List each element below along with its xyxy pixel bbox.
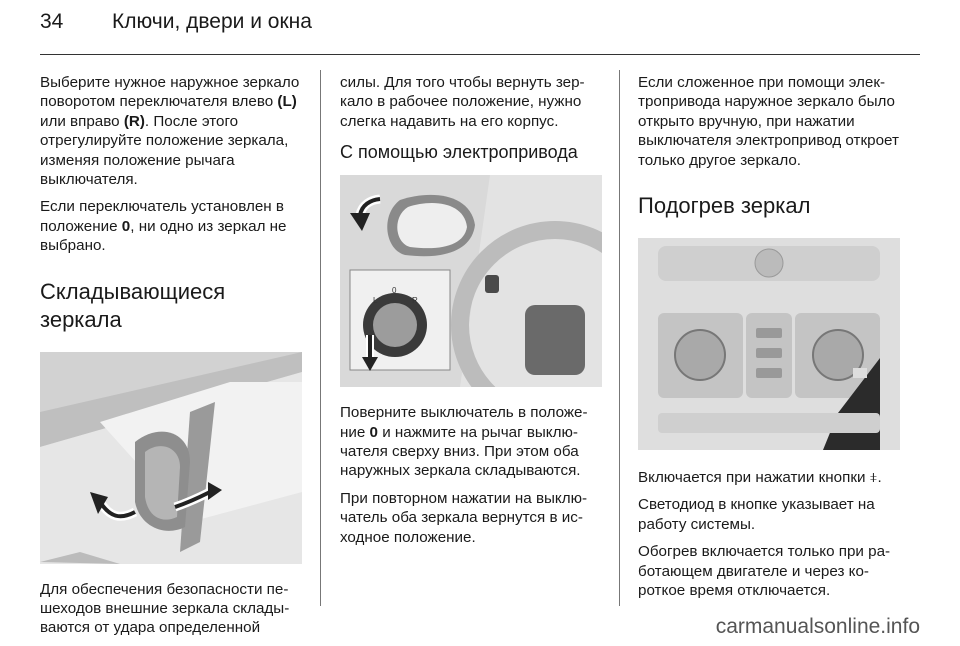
- paragraph: Включается при нажатии кнопки ⧧.: [638, 469, 882, 487]
- paragraph: Выберите нужное наружное зеркало поворотом переключателя влево (L) или вправо (R). После этого отрегулируйте положение зеркала, изменяя положение рычага выключателя.: [40, 74, 300, 189]
- switch-label-r: R: [412, 296, 418, 306]
- switch-label-l: L: [373, 296, 378, 306]
- page-number: 34: [40, 10, 64, 33]
- mirror-switch-illustration: [340, 175, 602, 387]
- page-title: Ключи, двери и окна: [112, 10, 312, 33]
- section-heading: Подогрев зеркал: [638, 193, 811, 219]
- column-3: [638, 73, 900, 608]
- paragraph: При повторном нажатии на выключатель оба зеркала вернутся в исходное положение.: [340, 489, 588, 546]
- paragraph: Обогрев включается только при работающем двигателе и через короткое время отключается.: [638, 543, 891, 600]
- header-rule: [40, 54, 920, 55]
- heated-mirror-panel-illustration: [638, 238, 900, 450]
- folding-mirror-illustration: [40, 352, 302, 564]
- page-header: [40, 10, 312, 34]
- paragraph: Поверните выключатель в положение 0 и нажмите на рычаг выключателя сверху вниз. При этом оба наружных зеркала складываются.: [340, 404, 588, 480]
- section-heading: С помощью электропривода: [340, 142, 578, 163]
- switch-label-zero: 0: [392, 286, 397, 296]
- column-2: [340, 73, 602, 555]
- paragraph: Светодиод в кнопке указывает на работу системы.: [638, 496, 875, 533]
- column-divider: [619, 70, 620, 606]
- paragraph: Если переключатель установлен в положение 0, ни одно из зеркал не выбрано.: [40, 198, 287, 255]
- column-divider: [320, 70, 321, 606]
- section-heading: Складывающиеся зеркала: [40, 278, 226, 332]
- paragraph: силы. Для того чтобы вернуть зеркало в рабочее положение, нужно слегка надавить на его корпус.: [340, 74, 585, 130]
- watermark: carmanualsonline.info: [715, 615, 920, 638]
- paragraph: Если сложенное при помощи электропривода наружное зеркало было открыто вручную, при нажатии выключателя электропривод откроет только другое зеркало.: [638, 74, 899, 169]
- column-1: [40, 73, 302, 646]
- paragraph: Для обеспечения безопасности пешеходов внешние зеркала складываются от удара определенной: [40, 580, 290, 637]
